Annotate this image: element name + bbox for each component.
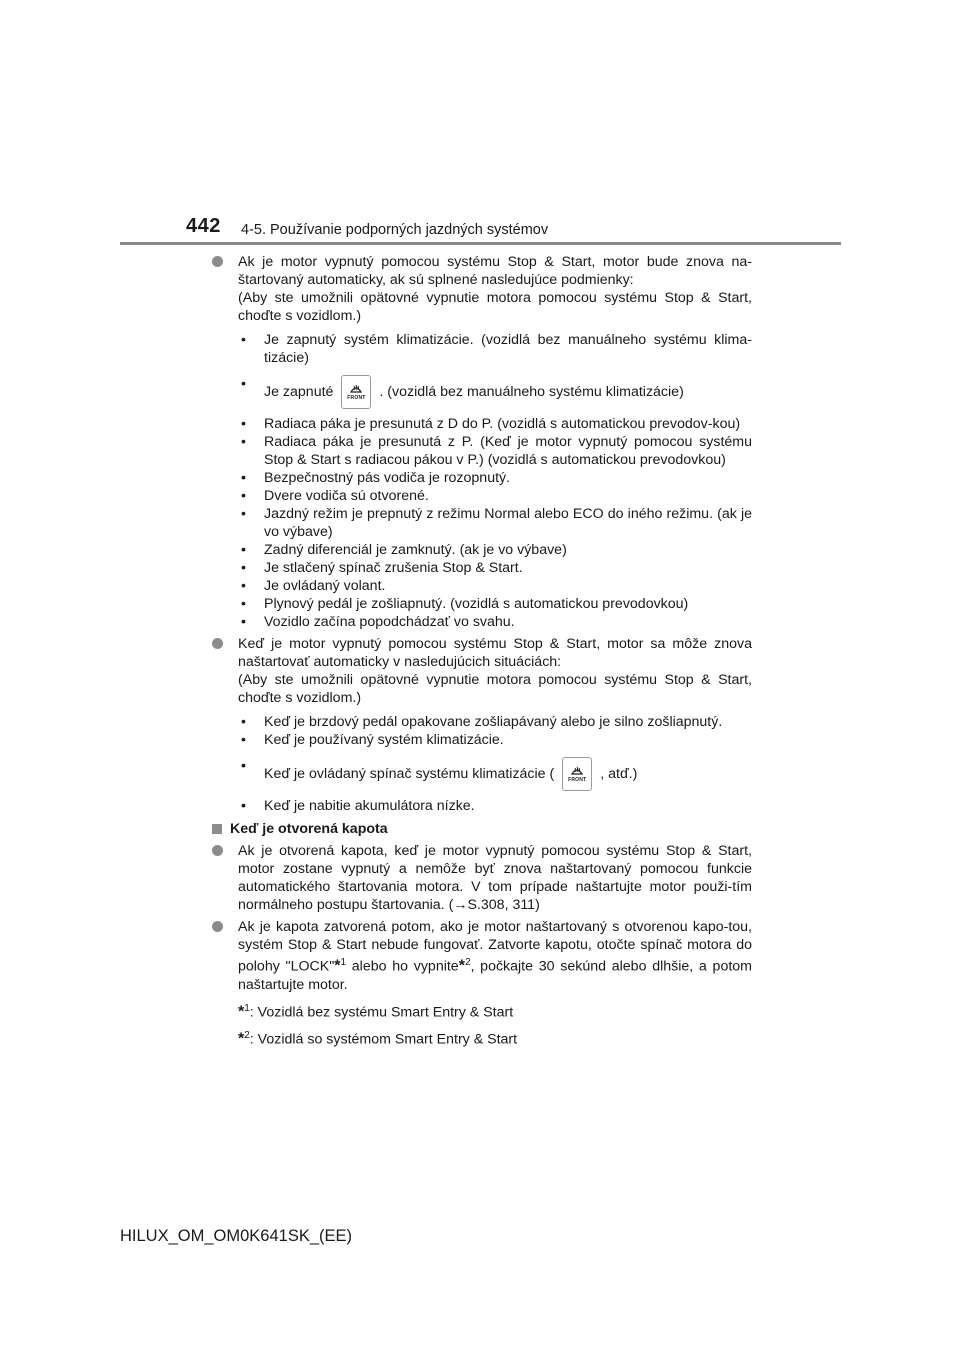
round-bullet-icon: [212, 845, 223, 856]
round-bullet-icon: [212, 638, 223, 649]
block-text: Ak je kapota zatvorená potom, ako je motor naštartovaný s otvorenou kapo-tou, systém Stop & Start nebude fungovať. Zatvorte kapotu, otočte spínač motora do polohy "LOCK"*$^1$ alebo ho vypnite*$^2$, počkajte 30 sekúnd alebo dlhšie, a potom naštartujte motor.: [238, 919, 752, 993]
block-paren: (Aby ste umožnili opätovné vypnutie motora pomocou systému Stop & Start, choďte s vozidlom.): [238, 672, 752, 706]
page-number: 442: [186, 215, 221, 237]
block-text: Ak je otvorená kapota, keď je motor vypnutý pomocou systému Stop & Start, motor zostane vypnutý a nemôže byť znova naštartovaný pomocou funkcie automatického štartovania motora. V tom prípade naštartujte motor použi-tím normálneho postupu štartovania. (→S.308, 311): [238, 843, 752, 913]
bullet-block-restart-conditions: [212, 253, 752, 325]
block-text: Ak je motor vypnutý pomocou systému Stop & Start, motor bude znova na-štartovaný automaticky, ak sú splnené nasledujúce podmienky:: [238, 254, 752, 288]
list-item: • Keď je nabitie akumulátora nízke.: [241, 798, 475, 814]
footnote-1: *$^1$: Vozidlá bez systému Smart Entry & Start: [238, 1002, 514, 1021]
block-text: Keď je motor vypnutý pomocou systému Stop & Start, motor sa môže znova naštartovať automaticky v nasledujúcich situáciách:: [238, 636, 752, 670]
square-bullet-icon: [212, 824, 222, 834]
round-bullet-icon: [212, 921, 223, 932]
section-heading: Keď je otvorená kapota: [212, 820, 752, 838]
front-defogger-icon: FRONT: [562, 757, 592, 791]
list-item: • Je zapnutý systém klimatizácie. (vozidlá bez manuálneho systému klima-tizácie): [241, 332, 752, 366]
list-item-with-icon: • Keď je ovládaný spínač systému klimatizácie ( FRONT , atď.): [238, 757, 752, 791]
block-paren: (Aby ste umožnili opätovné vypnutie motora pomocou systému Stop & Start, choďte s vozidlom.): [238, 290, 752, 324]
list-item: • Keď je brzdový pedál opakovane zošliapávaný alebo je silno zošliapnutý.: [241, 714, 723, 730]
list-item: • Bezpečnostný pás vodiča je rozopnutý.: [241, 470, 511, 486]
list-item: • Jazdný režim je prepnutý z režimu Normal alebo ECO do iného režimu. (ak je vo výbave): [241, 506, 752, 540]
list-item: • Dvere vodiča sú otvorené.: [241, 488, 429, 504]
round-bullet-icon: [212, 256, 223, 267]
list-item: • Zadný diferenciál je zamknutý. (ak je vo výbave): [241, 542, 567, 558]
list-item-with-icon: • Je zapnuté FRONT . (vozidlá bez manuálneho systému klimatizácie): [238, 375, 752, 409]
bullet-block-hood-closed: [212, 918, 752, 994]
bullet-block-auto-restart: [212, 635, 752, 707]
list-item: • Je ovládaný volant.: [241, 578, 386, 594]
list-item: • Radiaca páka je presunutá z D do P. (vozidlá s automatickou prevodov-kou): [241, 416, 741, 432]
list-item: • Je stlačený spínač zrušenia Stop & Start.: [241, 560, 523, 576]
bullet-block-hood-open: [212, 842, 752, 914]
list-item: • Keď je používaný systém klimatizácie.: [241, 732, 504, 748]
list-item: • Radiaca páka je presunutá z P. (Keď je motor vypnutý pomocou systému Stop & Start s radiacou pákou v P.) (vozidlá s automatickou prevodovkou): [241, 434, 752, 468]
section-title: 4-5. Používanie podporných jazdných systémov: [241, 222, 549, 238]
list-item: • Vozidlo začína popodchádzať vo svahu.: [241, 614, 515, 630]
header-rule: [120, 242, 841, 245]
list-item: • Plynový pedál je zošliapnutý. (vozidlá s automatickou prevodovkou): [241, 596, 689, 612]
footnote-2: *$^2$: Vozidlá so systémom Smart Entry & Start: [238, 1030, 518, 1049]
content: [212, 253, 752, 1049]
front-defogger-icon: FRONT: [341, 375, 371, 409]
footer-doc-code: HILUX_OM_OM0K641SK_(EE): [120, 1227, 353, 1245]
